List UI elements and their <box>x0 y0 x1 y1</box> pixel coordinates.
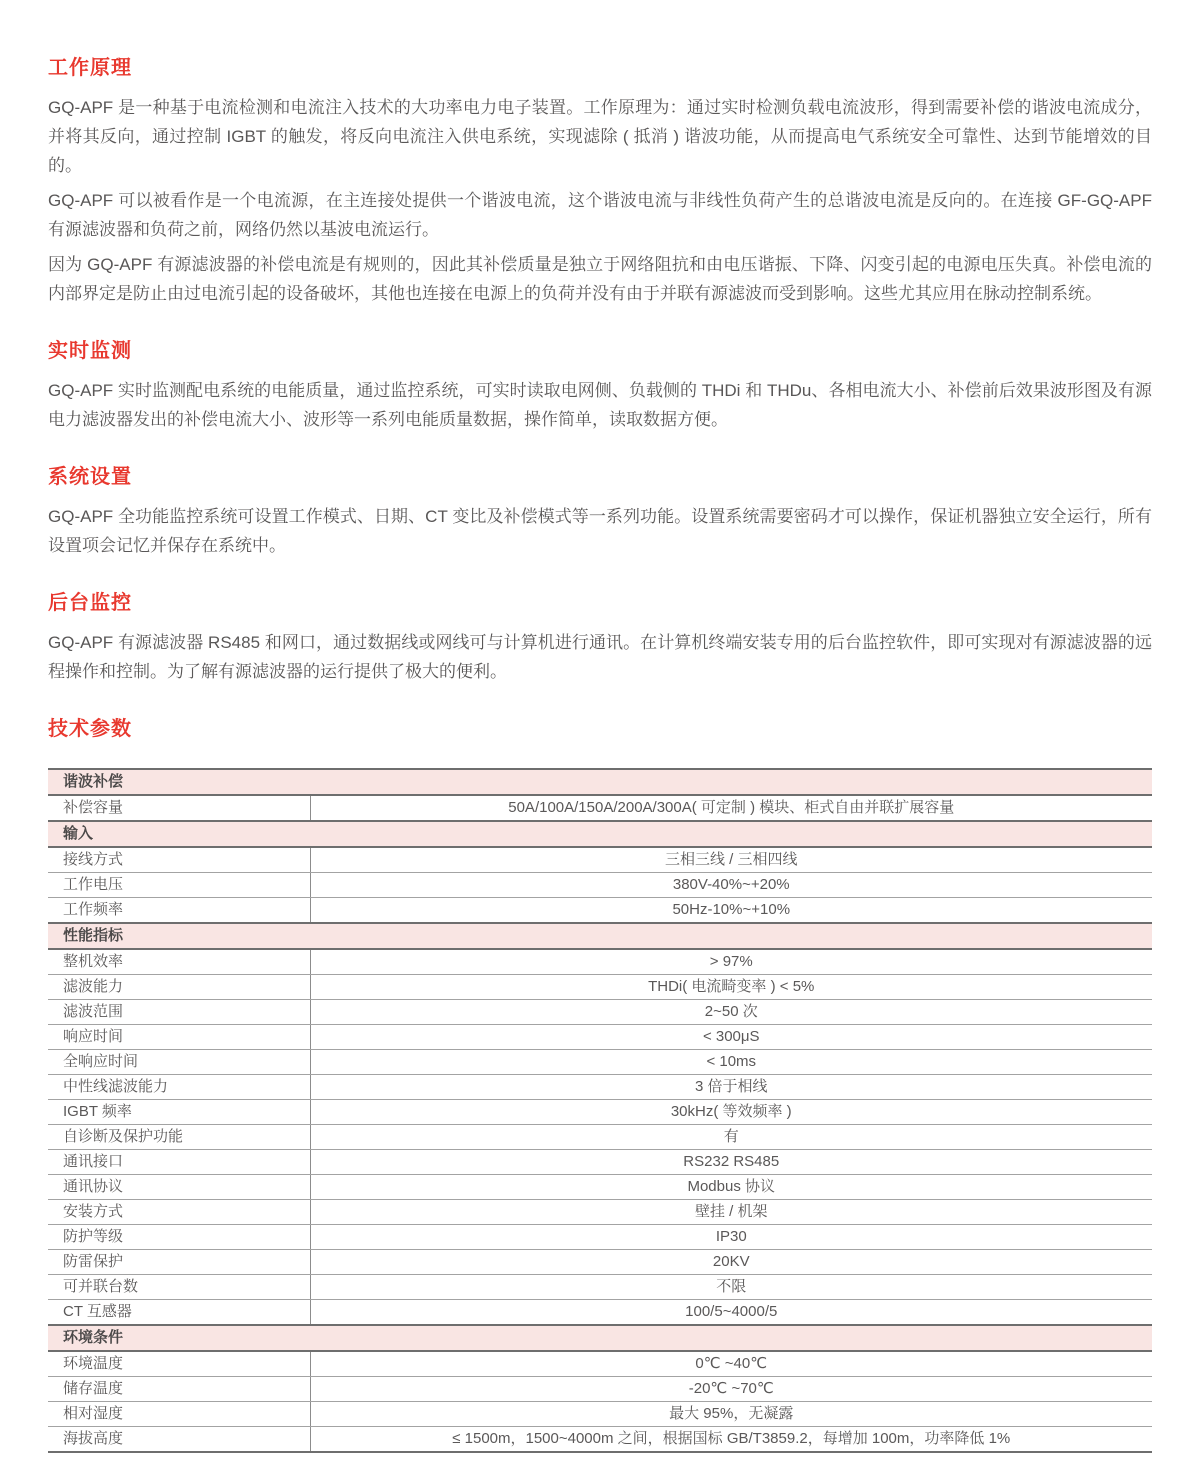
param-row <box>48 1000 1152 1025</box>
param-row <box>48 795 1152 821</box>
param-value: 30kHz( 等效频率 ) <box>310 1100 1152 1125</box>
param-value: RS232 RS485 <box>310 1150 1152 1175</box>
param-value: 100/5~4000/5 <box>310 1300 1152 1326</box>
param-row <box>48 1050 1152 1075</box>
doc-section <box>48 55 1152 308</box>
param-row <box>48 1075 1152 1100</box>
paragraph: GQ-APF 可以被看作是一个电流源，在主连接处提供一个谐波电流，这个谐波电流与非线性负荷产生的总谐波电流是反向的。在连接 GF-GQ-APF 有源滤波器和负荷之前，网络仍然以基波电流运行。 <box>48 191 1152 239</box>
sections-container <box>48 55 1152 742</box>
param-name: 滤波能力 <box>48 975 310 1000</box>
param-name: 中性线滤波能力 <box>48 1075 310 1100</box>
param-row <box>48 1377 1152 1402</box>
param-value: 三相三线 / 三相四线 <box>310 847 1152 873</box>
param-row <box>48 1351 1152 1377</box>
param-value: 2~50 次 <box>310 1000 1152 1025</box>
param-name: 自诊断及保护功能 <box>48 1125 310 1150</box>
param-row <box>48 949 1152 975</box>
param-name: 滤波范围 <box>48 1000 310 1025</box>
param-name: 防雷保护 <box>48 1250 310 1275</box>
param-row <box>48 1175 1152 1200</box>
param-value: 最大 95%，无凝露 <box>310 1402 1152 1427</box>
tech-params-table-body <box>48 769 1152 1452</box>
paragraph: 因为 GQ-APF 有源滤波器的补偿电流是有规则的，因此其补偿质量是独立于网络阻抗和由电压谐振、下降、闪变引起的电源电压失真。补偿电流的内部界定是防止由过电流引起的设备破坏，其他也连接在电源上的负荷并没有由于并联有源滤波而受到影响。这些尤其应用在脉动控制系统。 <box>48 255 1152 303</box>
param-row <box>48 1025 1152 1050</box>
section-title: 工作原理 <box>48 57 132 79</box>
param-name: 可并联台数 <box>48 1275 310 1300</box>
tech-params-table <box>48 768 1152 1453</box>
param-name: 通讯接口 <box>48 1150 310 1175</box>
param-value: < 300μS <box>310 1025 1152 1050</box>
param-row <box>48 1225 1152 1250</box>
param-value: Modbus 协议 <box>310 1175 1152 1200</box>
content <box>48 55 1152 1453</box>
doc-section <box>48 716 1152 742</box>
param-name: 通讯协议 <box>48 1175 310 1200</box>
param-group-header: 输入 <box>48 821 1152 847</box>
param-group-header: 环境条件 <box>48 1325 1152 1351</box>
paragraph: GQ-APF 有源滤波器 RS485 和网口，通过数据线或网线可与计算机进行通讯。在计算机终端安装专用的后台监控软件，即可实现对有源滤波器的远程操作和控制。为了解有源滤波器的运行提供了极大的便利。 <box>48 633 1152 681</box>
param-row <box>48 1427 1152 1453</box>
param-value: 有 <box>310 1125 1152 1150</box>
param-value: 50A/100A/150A/200A/300A( 可定制 ) 模块、柜式自由并联扩展容量 <box>310 795 1152 821</box>
param-row <box>48 873 1152 898</box>
param-row <box>48 847 1152 873</box>
param-name: 防护等级 <box>48 1225 310 1250</box>
param-group-row <box>48 821 1152 847</box>
param-name: 响应时间 <box>48 1025 310 1050</box>
param-name: 安装方式 <box>48 1200 310 1225</box>
section-title: 实时监测 <box>48 340 132 362</box>
section-title: 系统设置 <box>48 466 132 488</box>
paragraph: GQ-APF 是一种基于电流检测和电流注入技术的大功率电力电子装置。工作原理为：通过实时检测负载电流波形，得到需要补偿的谐波电流成分，并将其反向，通过控制 IGBT 的触发，将反向电流注入供电系统，实现滤除 ( 抵消 ) 谐波功能，从而提高电气系统安全可靠性、达到节能增效的目的。 <box>48 98 1152 175</box>
param-group-row <box>48 1325 1152 1351</box>
param-value: > 97% <box>310 949 1152 975</box>
param-group-row <box>48 923 1152 949</box>
param-value: 50Hz-10%~+10% <box>310 898 1152 924</box>
param-name: IGBT 频率 <box>48 1100 310 1125</box>
param-row <box>48 1200 1152 1225</box>
param-row <box>48 898 1152 924</box>
doc-section <box>48 464 1152 560</box>
param-value: < 10ms <box>310 1050 1152 1075</box>
param-value: 20KV <box>310 1250 1152 1275</box>
param-row <box>48 975 1152 1000</box>
param-group-header: 性能指标 <box>48 923 1152 949</box>
param-row <box>48 1100 1152 1125</box>
param-row <box>48 1402 1152 1427</box>
param-name: 接线方式 <box>48 847 310 873</box>
param-value: 不限 <box>310 1275 1152 1300</box>
param-value: ≤ 1500m，1500~4000m 之间，根据国标 GB/T3859.2，每增加 100m，功率降低 1% <box>310 1427 1152 1453</box>
param-value: 0℃ ~40℃ <box>310 1351 1152 1377</box>
param-name: 储存温度 <box>48 1377 310 1402</box>
param-name: 全响应时间 <box>48 1050 310 1075</box>
param-name: 相对湿度 <box>48 1402 310 1427</box>
section-title: 技术参数 <box>48 718 132 740</box>
param-name: 海拔高度 <box>48 1427 310 1453</box>
param-name: CT 互感器 <box>48 1300 310 1326</box>
section-title: 后台监控 <box>48 592 132 614</box>
param-name: 工作电压 <box>48 873 310 898</box>
param-value: -20℃ ~70℃ <box>310 1377 1152 1402</box>
param-name: 环境温度 <box>48 1351 310 1377</box>
param-name: 工作频率 <box>48 898 310 924</box>
param-row <box>48 1125 1152 1150</box>
param-row <box>48 1275 1152 1300</box>
paragraph: GQ-APF 全功能监控系统可设置工作模式、日期、CT 变比及补偿模式等一系列功能。设置系统需要密码才可以操作，保证机器独立安全运行，所有设置项会记忆并保存在系统中。 <box>48 507 1152 555</box>
param-group-row <box>48 769 1152 795</box>
param-row <box>48 1150 1152 1175</box>
param-value: 壁挂 / 机架 <box>310 1200 1152 1225</box>
param-row <box>48 1300 1152 1326</box>
paragraph: GQ-APF 实时监测配电系统的电能质量，通过监控系统，可实时读取电网侧、负载侧的 THDi 和 THDu、各相电流大小、补偿前后效果波形图及有源电力滤波器发出的补偿电流大小、波形等一系列电能质量数据，操作简单，读取数据方便。 <box>48 381 1152 429</box>
param-value: 3 倍于相线 <box>310 1075 1152 1100</box>
param-row <box>48 1250 1152 1275</box>
doc-section <box>48 338 1152 434</box>
param-group-header: 谐波补偿 <box>48 769 1152 795</box>
param-value: THDi( 电流畸变率 ) < 5% <box>310 975 1152 1000</box>
param-value: IP30 <box>310 1225 1152 1250</box>
param-name: 整机效率 <box>48 949 310 975</box>
doc-section <box>48 590 1152 686</box>
param-value: 380V-40%~+20% <box>310 873 1152 898</box>
param-name: 补偿容量 <box>48 795 310 821</box>
